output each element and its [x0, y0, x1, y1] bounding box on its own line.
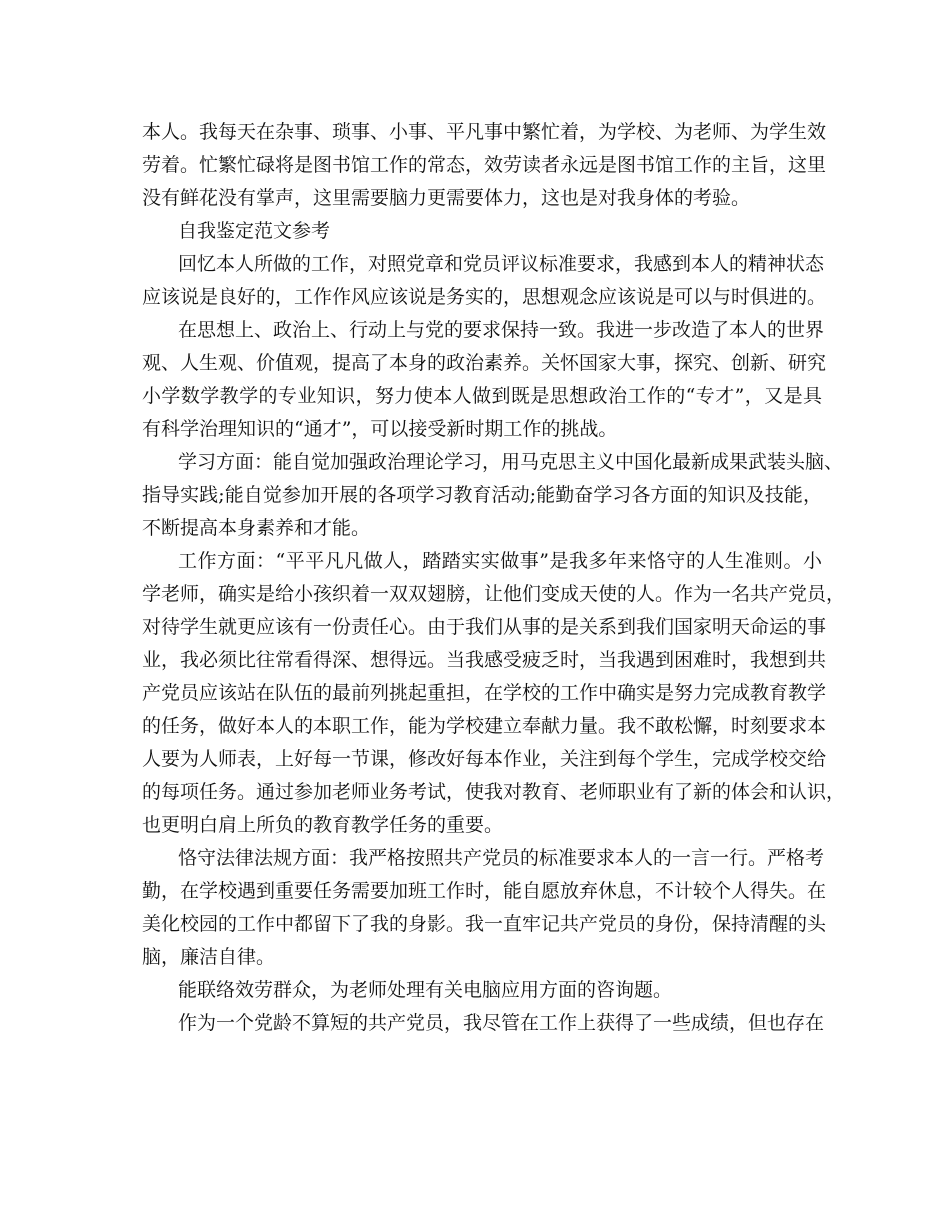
body-line: 指导实践;能自觉参加开展的各项学习教育活动;能勤奋学习各方面的知识及技能， — [142, 484, 822, 506]
body-line: 脑，廉洁自律。 — [142, 946, 276, 968]
body-line: 本人。我每天在杂事、琐事、小事、平凡事中繁忙着，为学校、为老师、为学生效 — [142, 121, 827, 143]
body-line: 小学数学教学的专业知识，努力使本人做到既是思想政治工作的“专才”，又是具 — [142, 385, 822, 407]
body-line: 有科学治理知识的“通才”，可以接受新时期工作的挑战。 — [142, 418, 618, 440]
body-line: 对待学生就更应该有一份责任心。由于我们从事的是关系到我们国家明天命运的事 — [142, 616, 827, 638]
body-line: 作为一个党龄不算短的共产党员，我尽管在工作上获得了一些成绩，但也存在 — [178, 1012, 825, 1034]
body-line: 勤，在学校遇到重要任务需要加班工作时，能自愿放弃休息，不计较个人得失。在 — [142, 880, 827, 902]
body-line: 在思想上、政治上、行动上与党的要求保持一致。我进一步改造了本人的世界 — [178, 319, 825, 341]
body-line: 人要为人师表，上好每一节课，修改好每本作业，关注到每个学生，完成学校交给 — [142, 748, 827, 770]
body-line: 的每项任务。通过参加老师业务考试，使我对教育、老师职业有了新的体会和认识， — [142, 781, 846, 803]
body-line: 恪守法律法规方面：我严格按照共产党员的标准要求本人的一言一行。严格考 — [178, 847, 825, 869]
body-line: 回忆本人所做的工作，对照党章和党员评议标准要求，我感到本人的精神状态 — [178, 253, 825, 275]
body-line: 学老师，确实是给小孩织着一双双翅膀，让他们变成天使的人。作为一名共产党员， — [142, 583, 846, 605]
body-line: 业，我必须比往常看得深、想得远。当我感受疲乏时，当我遇到困难时，我想到共 — [142, 649, 827, 671]
body-line: 工作方面：“平平凡凡做人，踏踏实实做事”是我多年来恪守的人生准则。小 — [178, 550, 822, 572]
section-heading: 自我鉴定范文参考 — [178, 220, 331, 242]
body-line: 能联络效劳群众，为老师处理有关电脑应用方面的咨询题。 — [178, 979, 673, 1001]
body-line: 不断提高本身素养和才能。 — [142, 517, 371, 539]
body-line: 学习方面：能自觉加强政治理论学习，用马克思主义中国化最新成果武装头脑、 — [178, 451, 844, 473]
body-line: 观、人生观、价值观，提高了本身的政治素养。关怀国家大事，探究、创新、研究 — [142, 352, 827, 374]
body-line: 也更明白肩上所负的教育教学任务的重要。 — [142, 814, 504, 836]
body-line: 应该说是良好的，工作作风应该说是务实的，思想观念应该说是可以与时俱进的。 — [142, 286, 827, 308]
body-line: 劳着。忙繁忙碌将是图书馆工作的常态，效劳读者永远是图书馆工作的主旨，这里 — [142, 154, 827, 176]
body-line: 产党员应该站在队伍的最前列挑起重担，在学校的工作中确实是努力完成教育教学 — [142, 682, 827, 704]
body-line: 的任务，做好本人的本职工作，能为学校建立奉献力量。我不敢松懈，时刻要求本 — [142, 715, 827, 737]
body-line: 美化校园的工作中都留下了我的身影。我一直牢记共产党员的身份，保持清醒的头 — [142, 913, 827, 935]
body-line: 没有鲜花没有掌声，这里需要脑力更需要体力，这也是对我身体的考验。 — [142, 187, 751, 209]
